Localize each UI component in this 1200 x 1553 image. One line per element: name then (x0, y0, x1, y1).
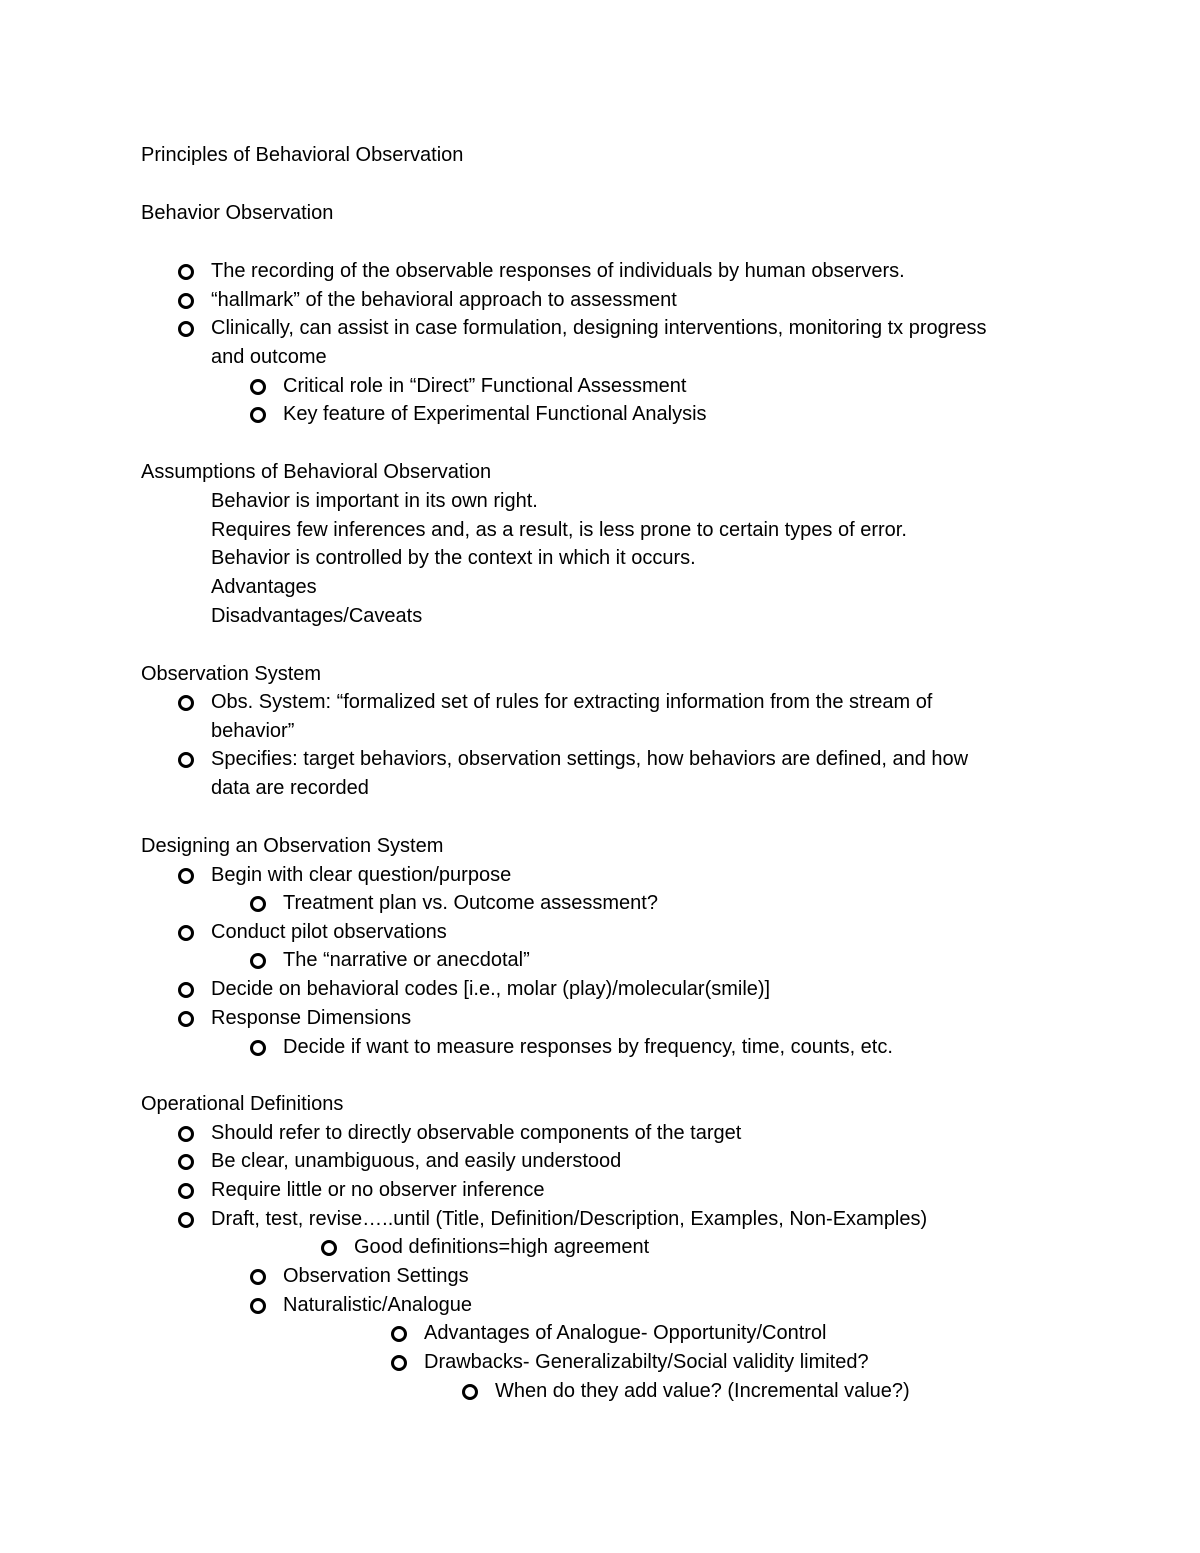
section-heading-observation-system: Observation System (141, 663, 322, 685)
list-item: Clinically, can assist in case formulation, designing interventions, monitoring tx progress (211, 317, 987, 339)
hollow-circle-bullet-icon (250, 953, 266, 969)
hollow-circle-bullet-icon (178, 1183, 194, 1199)
hollow-circle-bullet-icon (250, 1298, 266, 1314)
list-item: Behavior is controlled by the context in which it occurs. (211, 547, 696, 569)
hollow-circle-bullet-icon (391, 1326, 407, 1342)
hollow-circle-bullet-icon (462, 1384, 478, 1400)
list-item: Require little or no observer inference (211, 1179, 545, 1201)
list-item-continuation: behavior” (211, 720, 295, 742)
sub-list-item: Observation Settings (283, 1265, 469, 1287)
sub-list-item: The “narrative or anecdotal” (283, 949, 530, 971)
hollow-circle-bullet-icon (178, 982, 194, 998)
list-item: Draft, test, revise…..until (Title, Definition/Description, Examples, Non-Examples) (211, 1208, 928, 1230)
hollow-circle-bullet-icon (391, 1355, 407, 1371)
list-item: Decide on behavioral codes [i.e., molar (play)/molecular(smile)] (211, 978, 771, 1000)
list-item: The recording of the observable responses of individuals by human observers. (211, 260, 905, 282)
list-item: “hallmark” of the behavioral approach to assessment (211, 289, 677, 311)
hollow-circle-bullet-icon (178, 1011, 194, 1027)
list-item: Requires few inferences and, as a result, is less prone to certain types of error. (211, 519, 907, 541)
list-item: Obs. System: “formalized set of rules for extracting information from the stream of (211, 691, 933, 713)
hollow-circle-bullet-icon (178, 925, 194, 941)
list-item: Be clear, unambiguous, and easily understood (211, 1150, 622, 1172)
hollow-circle-bullet-icon (178, 293, 194, 309)
list-item: Specifies: target behaviors, observation settings, how behaviors are defined, and how (211, 748, 969, 770)
sub-list-item: Decide if want to measure responses by frequency, time, counts, etc. (283, 1036, 893, 1058)
hollow-circle-bullet-icon (250, 1040, 266, 1056)
hollow-circle-bullet-icon (250, 379, 266, 395)
section-heading-designing: Designing an Observation System (141, 835, 444, 857)
hollow-circle-bullet-icon (250, 407, 266, 423)
sub-sub-list-item: Good definitions=high agreement (354, 1236, 650, 1258)
list-item: Should refer to directly observable components of the target (211, 1122, 742, 1144)
sub-sub-list-item: Advantages of Analogue- Opportunity/Control (424, 1322, 827, 1344)
hollow-circle-bullet-icon (178, 264, 194, 280)
hollow-circle-bullet-icon (178, 752, 194, 768)
sub-list-item: Key feature of Experimental Functional Analysis (283, 403, 707, 425)
hollow-circle-bullet-icon (178, 1154, 194, 1170)
hollow-circle-bullet-icon (250, 896, 266, 912)
section-heading-assumptions: Assumptions of Behavioral Observation (141, 461, 492, 483)
list-item: Begin with clear question/purpose (211, 864, 512, 886)
sub-list-item: Treatment plan vs. Outcome assessment? (283, 892, 658, 914)
list-item-continuation: data are recorded (211, 777, 369, 799)
list-item-continuation: and outcome (211, 346, 327, 368)
hollow-circle-bullet-icon (178, 321, 194, 337)
list-item: Conduct pilot observations (211, 921, 447, 943)
list-item: Advantages (211, 576, 317, 598)
sub-list-item: Critical role in “Direct” Functional Assessment (283, 375, 687, 397)
hollow-circle-bullet-icon (178, 695, 194, 711)
list-item: Disadvantages/Caveats (211, 605, 423, 627)
sub-sub-sub-list-item: When do they add value? (Incremental value?) (495, 1380, 910, 1402)
hollow-circle-bullet-icon (178, 1126, 194, 1142)
list-item: Response Dimensions (211, 1007, 412, 1029)
sub-list-item: Naturalistic/Analogue (283, 1294, 472, 1316)
document-title: Principles of Behavioral Observation (141, 144, 464, 166)
section-heading-operational-definitions: Operational Definitions (141, 1093, 344, 1115)
hollow-circle-bullet-icon (250, 1269, 266, 1285)
section-heading-behavior-observation: Behavior Observation (141, 202, 334, 224)
hollow-circle-bullet-icon (321, 1240, 337, 1256)
sub-sub-list-item: Drawbacks- Generalizabilty/Social validity limited? (424, 1351, 869, 1373)
list-item: Behavior is important in its own right. (211, 490, 538, 512)
hollow-circle-bullet-icon (178, 1212, 194, 1228)
hollow-circle-bullet-icon (178, 868, 194, 884)
